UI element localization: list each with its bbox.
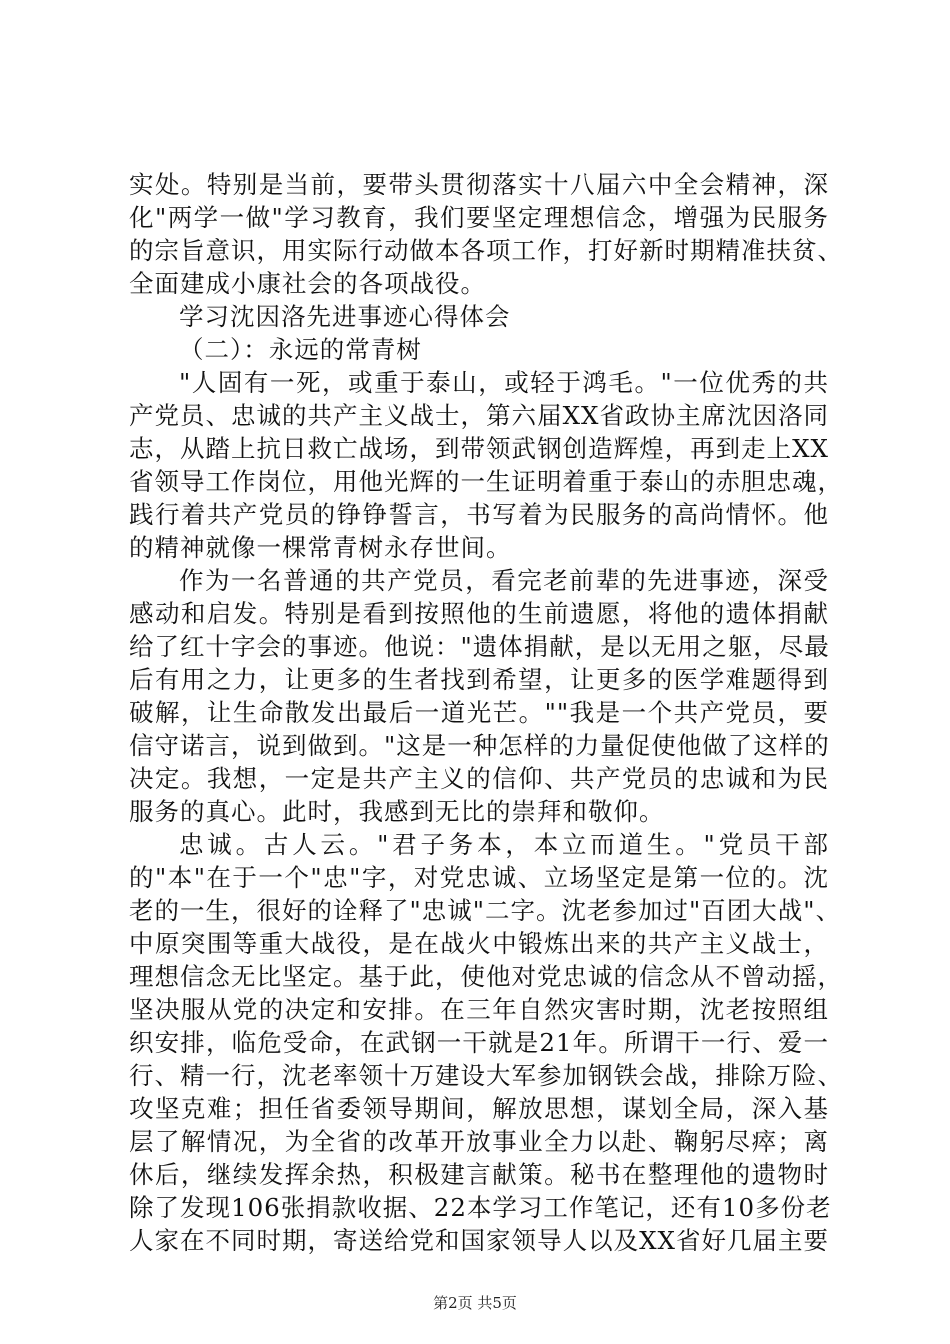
text-line: 服务的真心。此时，我感到无比的崇拜和敬仰。 <box>129 797 665 826</box>
text-line: 决定。我想，一定是共产主义的信仰、共产党员的忠诚和为民 <box>129 764 829 793</box>
text-line: 志，从踏上抗日救亡战场，到带领武钢创造辉煌，再到走上XX <box>129 434 829 463</box>
text-line: 化"两学一做"学习教育，我们要坚定理想信念，增强为民服务 <box>129 203 829 232</box>
text-line: 行、精一行，沈老率领十万建设大军参加钢铁会战，排除万险、 <box>129 1061 843 1090</box>
text-line: 实处。特别是当前，要带头贯彻落实十八届六中全会精神，深 <box>129 170 829 199</box>
text-line: 的"本"在于一个"忠"字，对党忠诚、立场坚定是第一位的。沈 <box>129 863 829 892</box>
text-line: 层了解情况，为全省的改革开放事业全力以赴、鞠躬尽瘁；离 <box>129 1127 829 1156</box>
text-line: 织安排，临危受命，在武钢一干就是21年。所谓干一行、爱一 <box>129 1028 829 1057</box>
text-line: 老的一生，很好的诠释了"忠诚"二字。沈老参加过"百团大战"、 <box>129 896 842 925</box>
text-line: 除了发现106张捐款收据、22本学习工作笔记，还有10多份老 <box>129 1193 832 1222</box>
text-line: 休后，继续发挥余热，积极建言献策。秘书在整理他的遗物时 <box>129 1160 829 1189</box>
text-line: 的精神就像一棵常青树永存世间。 <box>129 533 512 562</box>
text-line: 产党员、忠诚的共产主义战士，第六届XX省政协主席沈因洛同 <box>129 401 829 430</box>
text-line: 全面建成小康社会的各项战役。 <box>129 269 486 298</box>
text-line: 后有用之力，让更多的生者找到希望，让更多的医学难题得到 <box>129 665 829 694</box>
page-number-footer: 第2页 共5页 <box>433 1294 517 1312</box>
text-line: 理想信念无比坚定。基于此，使他对党忠诚的信念从不曾动摇， <box>129 962 843 991</box>
text-line: 攻坚克难；担任省委领导期间，解放思想，谋划全局，深入基 <box>129 1094 829 1123</box>
text-line: 践行着共产党员的铮铮誓言，书写着为民服务的高尚情怀。他 <box>129 500 829 529</box>
text-line: 坚决服从党的决定和安排。在三年自然灾害时期，沈老按照组 <box>129 995 829 1024</box>
text-line: 人家在不同时期，寄送给党和国家领导人以及XX省好几届主要 <box>129 1226 829 1255</box>
text-line: 给了红十字会的事迹。他说："遗体捐献，是以无用之躯，尽最 <box>129 632 830 661</box>
text-line: 作为一名普通的共产党员，看完老前辈的先进事迹，深受 <box>179 566 829 595</box>
body-text <box>129 168 843 1257</box>
section-subtitle: （二）：永远的常青树 <box>179 335 422 364</box>
text-line: 省领导工作岗位，用他光辉的一生证明着重于泰山的赤胆忠魂， <box>129 467 843 496</box>
text-line: 信守诺言，说到做到。"这是一种怎样的力量促使他做了这样的 <box>129 731 830 760</box>
text-line: "人固有一死，或重于泰山，或轻于鸿毛。"一位优秀的共 <box>179 368 829 397</box>
text-line: 中原突围等重大战役，是在战火中锻炼出来的共产主义战士， <box>129 929 829 958</box>
text-line: 忠诚。古人云。"君子务本，本立而道生。"党员干部 <box>179 830 829 859</box>
section-title: 学习沈因洛先进事迹心得体会 <box>179 302 511 331</box>
text-line: 感动和启发。特别是看到按照他的生前遗愿，将他的遗体捐献 <box>129 599 829 628</box>
text-line: 破解，让生命散发出最后一道光芒。""我是一个共产党员，要 <box>129 698 829 727</box>
text-line: 的宗旨意识，用实际行动做本各项工作，打好新时期精准扶贫、 <box>129 236 843 265</box>
